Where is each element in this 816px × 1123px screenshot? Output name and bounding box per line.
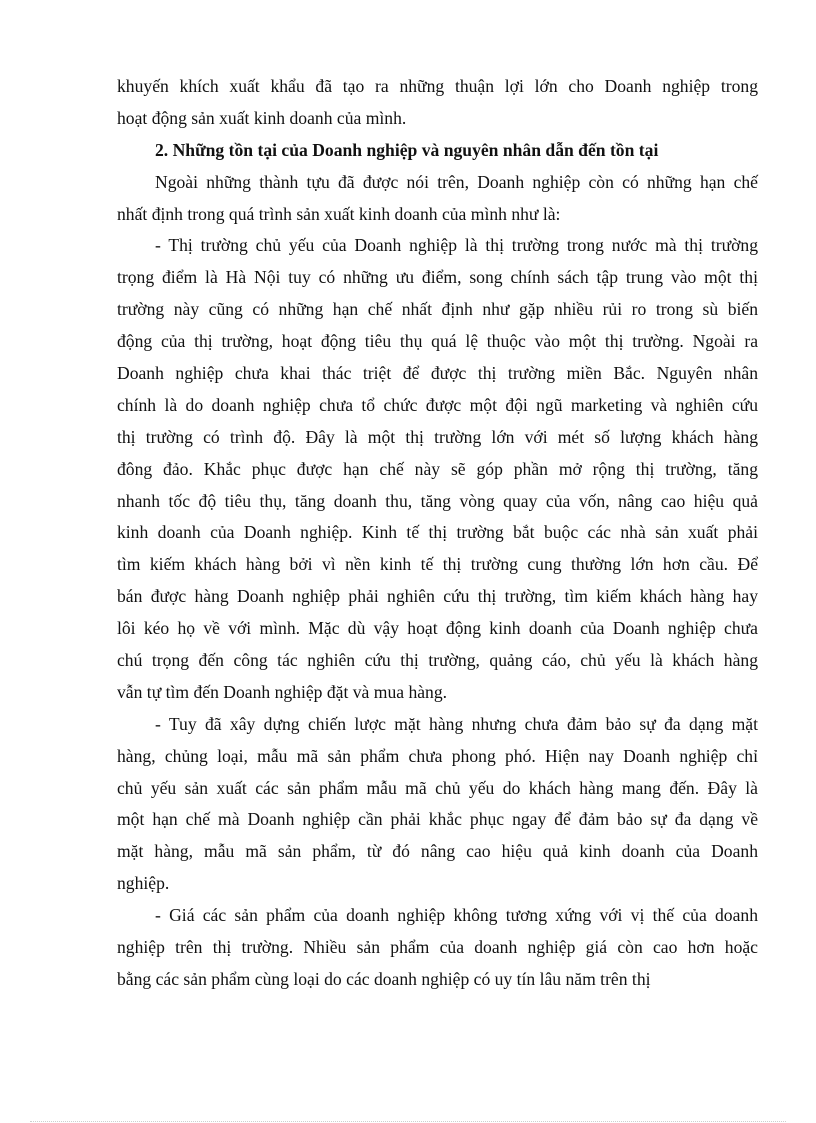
text-line: nghiệp trên thị trường. Nhiều sản phẩm của doanh nghiệp giá còn cao hơn hoặc xyxy=(117,937,758,958)
intro-paragraph xyxy=(117,71,758,135)
text-line: chú trọng đến công tác nghiên cứu thị trường, quảng cáo, chủ yếu là khách hàng xyxy=(117,650,758,671)
text-line: khuyến khích xuất khẩu đã tạo ra những thuận lợi lớn cho Doanh nghiệp trong xyxy=(117,76,758,96)
text-line: - Thị trường chủ yếu của Doanh nghiệp là thị trường trong nước mà thị trường xyxy=(155,235,758,256)
text-line: lôi kéo họ về với mình. Mặc dù vậy hoạt động kinh doanh của Doanh nghiệp chưa xyxy=(117,618,758,639)
text-line: vẫn tự tìm đến Doanh nghiệp đặt và mua hàng. xyxy=(117,681,448,702)
text-line: chủ yếu sản xuất các sản phẩm mẫu mã chủ yếu do khách hàng mang đến. Đây là xyxy=(117,777,758,798)
text-line: hoạt động sản xuất kinh doanh của mình. xyxy=(117,107,407,128)
text-line: trọng điểm là Hà Nội tuy có những ưu điểm, song chính sách tập trung vào một thị xyxy=(117,267,758,288)
paragraph-market xyxy=(117,230,758,708)
text-line: Ngoài những thành tựu đã được nói trên, Doanh nghiệp còn có những hạn chế xyxy=(155,171,758,192)
text-line: - Giá các sản phẩm của doanh nghiệp không tương xứng với vị thế của doanh xyxy=(155,905,758,926)
text-line: bằng các sản phẩm cùng loại do các doanh nghiệp có uy tín lâu năm trên thị xyxy=(117,968,651,989)
paragraph-product-range xyxy=(117,709,758,900)
text-line: kinh doanh của Doanh nghiệp. Kinh tế thị trường bắt buộc các nhà sản xuất phải xyxy=(117,522,758,543)
text-line: Doanh nghiệp chưa khai thác triệt để được thị trường miền Bắc. Nguyên nhân xyxy=(117,363,758,384)
text-line: trường này cũng có những hạn chế nhất định như gặp nhiều rủi ro trong sù biến xyxy=(117,299,758,320)
text-line: thị trường có trình độ. Đây là một thị trường lớn với mét số lượng khách hàng xyxy=(117,426,758,447)
text-line: nghiệp. xyxy=(117,873,170,894)
paragraph-pricing xyxy=(117,900,758,996)
text-line: nhanh tốc độ tiêu thụ, tăng doanh thu, tăng vòng quay của vốn, nâng cao hiệu quả xyxy=(117,490,758,511)
text-line: tìm kiếm khách hàng bởi vì nền kinh tế thị trường cung thường lớn hơn cầu. Để xyxy=(117,554,758,575)
text-line: một hạn chế mà Doanh nghiệp cần phải khắc phục ngay để đảm bảo sự đa dạng về xyxy=(117,809,758,830)
document-page xyxy=(117,71,758,996)
text-line: hàng, chủng loại, mẫu mã sản phẩm chưa phong phó. Hiện nay Doanh nghiệp chỉ xyxy=(117,745,758,766)
page-bottom-divider xyxy=(30,1121,786,1122)
text-line: động của thị trường, hoạt động tiêu thụ quá lệ thuộc vào một thị trường. Ngoài ra xyxy=(117,331,758,352)
text-line: mặt hàng, mẫu mã sản phẩm, từ đó nâng cao hiệu quả kinh doanh của Doanh xyxy=(117,841,758,862)
section-heading: 2. Những tồn tại của Doanh nghiệp và nguyên nhân dẫn đến tồn tại xyxy=(155,139,659,160)
text-line: - Tuy đã xây dựng chiến lược mặt hàng nhưng chưa đảm bảo sự đa dạng mặt xyxy=(155,713,758,734)
text-line: chính là do doanh nghiệp chưa tổ chức được một đội ngũ marketing và nghiên cứu xyxy=(117,394,758,415)
paragraph-limitations-intro xyxy=(117,167,758,231)
text-line: đông đảo. Khắc phục được hạn chế này sẽ góp phần mở rộng thị trường, tăng xyxy=(117,458,758,479)
text-line: nhất định trong quá trình sản xuất kinh doanh của mình như là: xyxy=(117,203,561,224)
text-line: bán được hàng Doanh nghiệp phải nghiên cứu thị trường, tìm kiếm khách hàng hay xyxy=(117,586,758,607)
